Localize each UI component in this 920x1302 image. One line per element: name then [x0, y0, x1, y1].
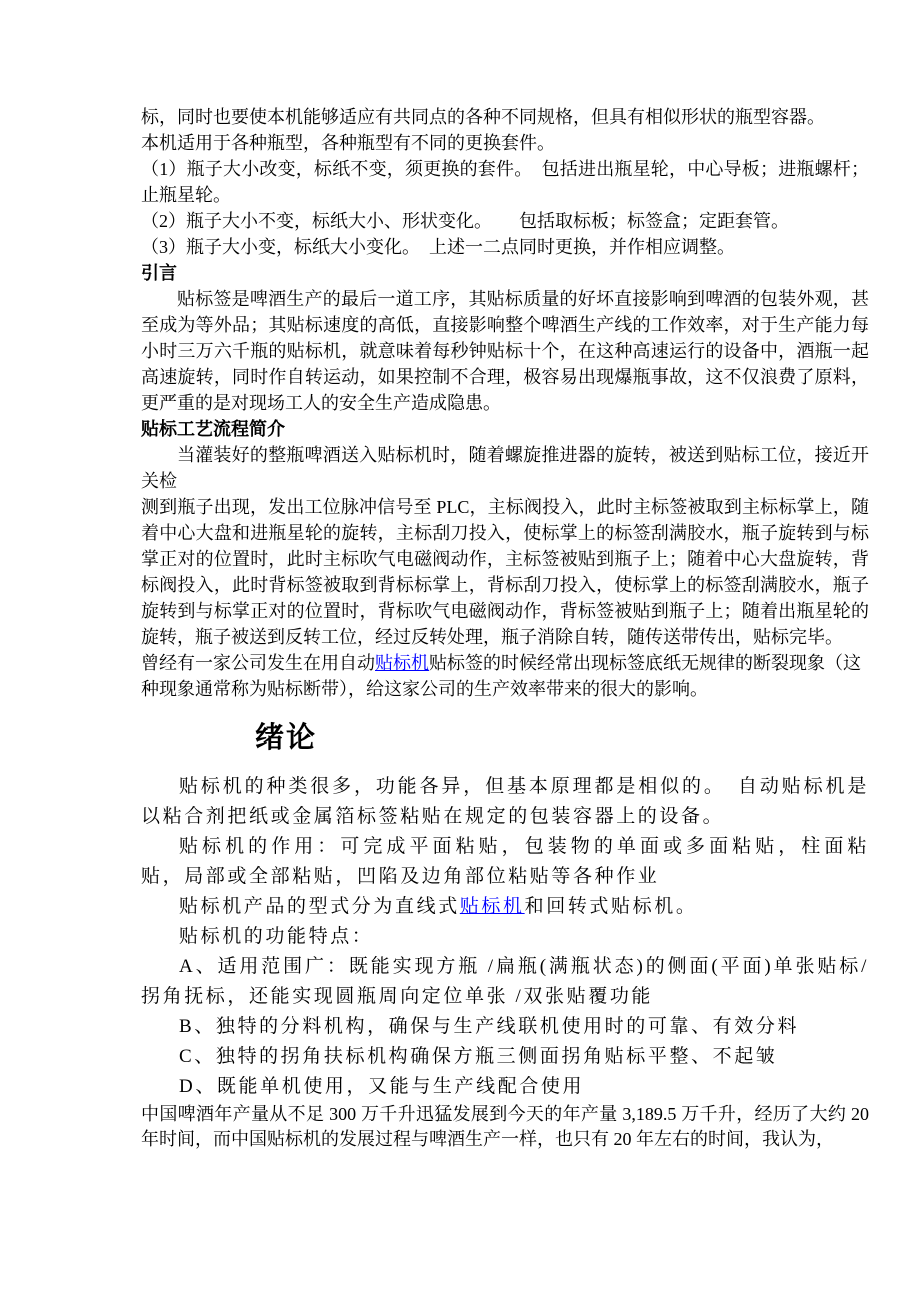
paragraph-machine-types — [141, 892, 869, 922]
section-overview — [141, 772, 869, 1102]
list-item-2: （2）瓶子大小不变，标纸大小、形状变化。 包括取标板；标签盒；定距套管。 — [141, 211, 789, 231]
feature-item-c: C、独特的拐角扶标机构确保方瓶三侧面拐角贴标平整、不起皱 — [179, 1046, 778, 1067]
feature-item-b: B、独特的分料机构，确保与生产线联机使用时的可靠、有效分料 — [179, 1016, 800, 1037]
paragraph-machine-function: 贴标机的作用：可完成平面粘贴，包装物的单面或多面粘贴，柱面粘贴，局部或全部粘贴，凹陷及边角部位粘贴等各种作业 — [141, 836, 869, 887]
text-run-type-before: 贴标机产品的型式分为直线式 — [179, 896, 460, 917]
paragraph-beer-output: 中国啤酒年产量从不足 300 万千升迅猛发展到今天的年产量 3,189.5 万千升，经历了大约 20 年时间，而中国贴标机的发展过程与啤酒生产一样，也只有 20 年左右的时间，我认为， — [141, 1104, 869, 1149]
paragraph-process-lead: 当灌装好的整瓶啤酒送入贴标机时，随着螺旋推进器的旋转，被送到贴标工位，接近开关检 — [141, 445, 869, 491]
feature-item-d: D、既能单机使用，又能与生产线配合使用 — [179, 1076, 585, 1097]
labeler-hyperlink[interactable]: 贴标机 — [375, 653, 429, 673]
paragraph-case-story — [141, 650, 869, 702]
feature-item-a: A、适用范围广：既能实现方瓶 /扁瓶(满瓶状态)的侧面(平面)单张贴标/拐角抚标，还能实现圆瓶周向定位单张 /双张贴覆功能 — [141, 956, 869, 1007]
paragraph-machine-kinds: 贴标机的种类很多，功能各异，但基本原理都是相似的。 自动贴标机是以粘合剂把纸或金属箔标签粘贴在规定的包装容器上的设备。 — [141, 776, 869, 827]
paragraph-features-label: 贴标机的功能特点： — [179, 926, 374, 947]
paragraph-process-detail: 测到瓶子出现，发出工位脉冲信号至 PLC，主标阀投入，此时主标签被取到主标标掌上，随着中心大盘和进瓶星轮的旋转，主标刮刀投入，使标掌上的标签刮满胶水，瓶子旋转到与标掌正对的位置时，此时主标吹气电磁阀动作，主标签被贴到瓶子上；随着中心大盘旋转，背标阀投入，此时背标签被取到背标标掌上，背标刮刀投入，使标掌上的标签刮满胶水，瓶子旋转到与标掌正对的位置时，背标吹气电磁阀动作，背标签被贴到瓶子上；随着出瓶星轮的旋转，瓶子被送到反转工位，经过反转处理，瓶子消除自转，随传送带传出，贴标完毕。 — [141, 497, 869, 647]
paragraph-introduction: 贴标签是啤酒生产的最后一道工序，其贴标质量的好坏直接影响到啤酒的包装外观，甚至成为等外品；其贴标速度的高低，直接影响整个啤酒生产线的工作效率，对于生产能力每小时三万六千瓶的贴标机，就意味着每秒钟贴标十个，在这种高速运行的设备中，酒瓶一起高速旋转，同时作自转运动，如果控制不合理，极容易出现爆瓶事故，这不仅浪费了原料，更严重的是对现场工人的安全生产造成隐患。 — [141, 289, 869, 413]
list-item-1: （1）瓶子大小改变，标纸不变，须更换的套件。 包括进出瓶星轮，中心导板；进瓶螺杆；止瓶星轮。 — [141, 159, 869, 205]
text-run-case-before: 曾经有一家公司发生在用自动 — [141, 653, 375, 673]
text-run-type-after: 和回转式贴标机。 — [524, 896, 698, 917]
heading-process-overview: 贴标工艺流程简介 — [141, 419, 285, 439]
section-changeover — [141, 104, 869, 702]
paragraph-bottle-types: 本机适用于各种瓶型，各种瓶型有不同的更换套件。 — [141, 133, 555, 153]
paragraph-continuation: 标，同时也要使本机能够适应有共同点的各种不同规格，但具有相似形状的瓶型容器。 — [141, 107, 825, 127]
text-run-case-after: 贴标签的时候经常出现标签底纸无规律的断裂现象（这种现象通常称为贴标断带），给这家公司的生产效率带来的很大的影响。 — [141, 653, 861, 699]
heading-introduction: 引言 — [141, 263, 177, 283]
list-item-3: （3）瓶子大小变，标纸大小变化。 上述一二点同时更换，并作相应调整。 — [141, 237, 735, 257]
chapter-title: 绪论 — [255, 722, 318, 754]
labeler-hyperlink-2[interactable]: 贴标机 — [459, 896, 525, 917]
